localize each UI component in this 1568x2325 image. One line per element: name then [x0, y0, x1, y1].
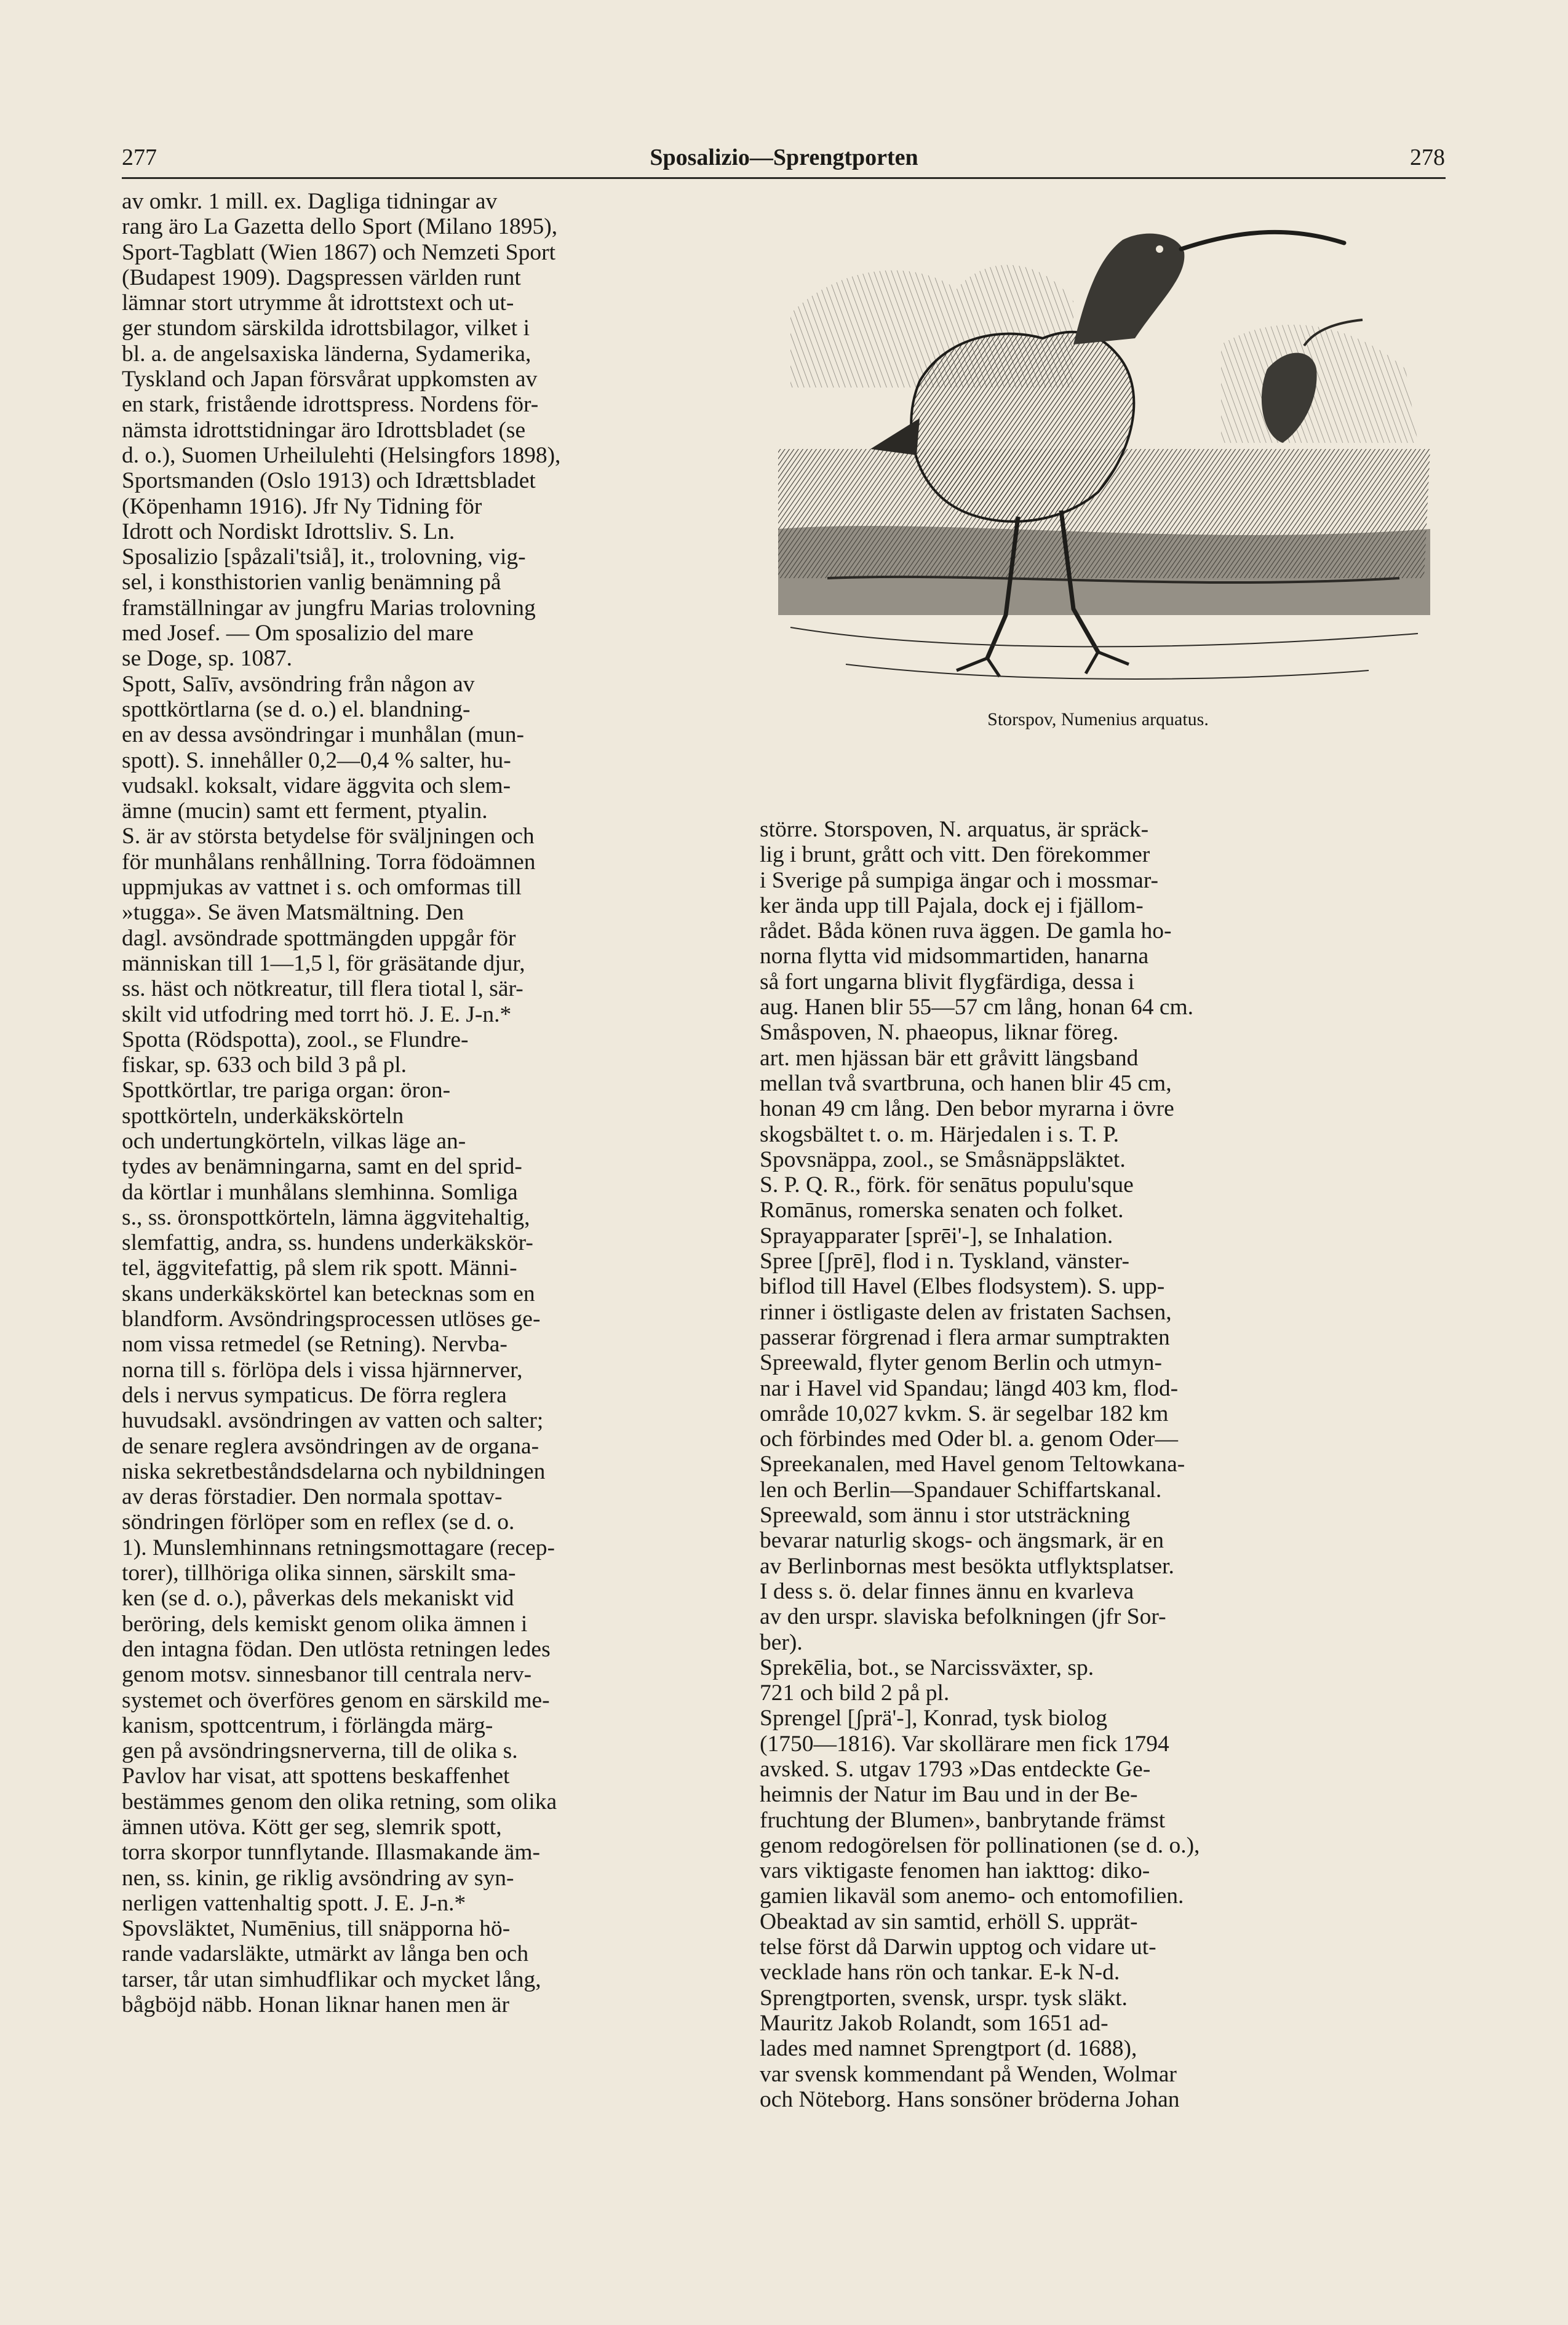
text-line: genom redogörelsen för pollinationen (se d. o.),	[760, 1832, 1200, 1858]
text-line: art. men hjässan bär ett gråvitt längsband	[760, 1045, 1139, 1071]
text-line: och undertungkörteln, vilkas läge an-	[122, 1128, 466, 1154]
text-line: fruchtung der Blumen», banbrytande främst	[760, 1807, 1166, 1833]
text-line: bågböjd näbb. Honan liknar hanen men är	[122, 1992, 510, 2018]
text-line: aug. Hanen blir 55—57 cm lång, honan 64 cm.	[760, 995, 1194, 1020]
text-line: rang äro La Gazetta dello Sport (Milano 1895),	[122, 214, 558, 240]
text-line: Sposalizio [spåzali'tsiå], it., trolovning, vig-	[122, 544, 526, 570]
text-line: Spreewald, som ännu i stor utsträckning	[760, 1503, 1130, 1528]
text-line: skogsbältet t. o. m. Härjedalen i s. T. P.	[760, 1121, 1119, 1147]
text-line: nerligen vattenhaltig spott. J. E. J-n.*	[122, 1890, 466, 1916]
text-line: Pavlov har visat, att spottens beskaffenhet	[122, 1763, 510, 1789]
text-line: uppmjukas av vattnet i s. och omformas till	[122, 875, 522, 900]
text-line: biflod till Havel (Elbes flodsystem). S. upp-	[760, 1274, 1165, 1300]
right-column	[760, 817, 1436, 2112]
text-line: med Josef. — Om sposalizio del mare	[122, 621, 474, 646]
text-line: blandform. Avsöndringsprocessen utlöses ge-	[122, 1306, 541, 1332]
text-line: den intagna födan. Den utlösta retningen ledes	[122, 1636, 551, 1662]
text-line: kanism, spottcentrum, i förlängda märg-	[122, 1712, 493, 1738]
text-line: av omkr. 1 mill. ex. Dagliga tidningar av	[122, 189, 498, 214]
text-line: rinner i östligaste delen av fristaten Sachsen,	[760, 1299, 1172, 1325]
text-line: Spreekanalen, med Havel genom Teltowkana-	[760, 1452, 1185, 1477]
text-line: tarser, tår utan simhudflikar och mycket lång,	[122, 1966, 541, 1992]
text-line: Spovsläktet, Numēnius, till snäpporna hö-	[122, 1916, 511, 1942]
text-line: beröring, dels kemiskt genom olika ämnen i	[122, 1611, 528, 1637]
text-line: Spotta (Rödspotta), zool., se Flundre-	[122, 1027, 469, 1052]
text-line: av den urspr. slaviska befolkningen (jfr Sor-	[760, 1604, 1166, 1630]
text-line: område 10,027 kvkm. S. är segelbar 182 km	[760, 1401, 1169, 1426]
text-line: Sprayapparater [sprēi'-], se Inhalation.	[760, 1223, 1113, 1249]
text-line: mellan två svartbruna, och hanen blir 45 cm,	[760, 1070, 1172, 1096]
text-line: passerar förgrenad i flera armar sumptrakten	[760, 1324, 1170, 1350]
text-line: Tyskland och Japan försvårat uppkomsten av	[122, 367, 538, 392]
text-line: bestämmes genom den olika retning, som olika	[122, 1789, 557, 1814]
text-line: Obeaktad av sin samtid, erhöll S. upprät-	[760, 1909, 1138, 1934]
text-line: da körtlar i munhålans slemhinna. Somliga	[122, 1179, 518, 1205]
text-line: heimnis der Natur im Bau und in der Be-	[760, 1782, 1138, 1808]
text-line: av Berlinbornas mest besökta utflyktsplatser.	[760, 1553, 1174, 1579]
text-line: niska sekretbeståndsdelarna och nybildningen	[122, 1458, 546, 1484]
text-line: rande vadarsläkte, utmärkt av långa ben och	[122, 1941, 529, 1967]
text-line: för munhålans renhållning. Torra födoämnen	[122, 849, 536, 875]
text-line: se Doge, sp. 1087.	[122, 646, 293, 672]
text-line: en stark, fristående idrottspress. Nordens för-	[122, 392, 539, 418]
text-line: söndringen förlöper som en reflex (se d. o.	[122, 1509, 515, 1535]
text-line: Sprengtporten, svensk, urspr. tysk släkt.	[760, 1985, 1128, 2011]
page-number-left: 277	[122, 145, 157, 170]
text-line: Romānus, romerska senaten och folket.	[760, 1198, 1124, 1223]
text-line: lämnar stort utrymme åt idrottstext och ut-	[122, 290, 514, 316]
text-line: norna flytta vid midsommartiden, hanarna	[760, 944, 1149, 969]
text-line: bl. a. de angelsaxiska länderna, Sydamerika,	[122, 341, 531, 367]
text-line: var svensk kommendant på Wenden, Wolmar	[760, 2061, 1177, 2087]
text-line: honan 49 cm lång. Den bebor myrarna i övre	[760, 1096, 1174, 1122]
text-line: spottkörtlarna (se d. o.) el. blandning-	[122, 696, 471, 722]
text-line: sel, i konsthistorien vanlig benämning på	[122, 570, 501, 595]
text-line: nom vissa retmedel (se Retning). Nervba-	[122, 1332, 507, 1357]
running-title: Sposalizio—Sprengtporten	[650, 145, 918, 170]
text-line: ämne (mucin) samt ett ferment, ptyalin.	[122, 798, 488, 824]
text-line: (Budapest 1909). Dagspressen världen runt	[122, 264, 521, 290]
text-line: genom motsv. sinnesbanor till centrala nerv-	[122, 1662, 532, 1688]
figure-caption: Storspov, Numenius arquatus.	[987, 709, 1209, 729]
header-rule	[122, 177, 1446, 179]
text-line: gamien likaväl som anemo- och entomofilien.	[760, 1883, 1184, 1909]
text-line: fiskar, sp. 633 och bild 3 på pl.	[122, 1052, 407, 1078]
text-line: människan till 1—1,5 l, för gräsätande djur,	[122, 950, 525, 976]
text-line: nen, ss. kinin, ge riklig avsöndring av syn-	[122, 1865, 514, 1891]
text-line: och förbindes med Oder bl. a. genom Oder—	[760, 1426, 1179, 1452]
text-line: Sportsmanden (Oslo 1913) och Idrættsbladet	[122, 468, 536, 494]
text-line: så fort ungarna blivit flygfärdiga, dessa i	[760, 969, 1135, 995]
text-line: I dess s. ö. delar finnes ännu en kvarleva	[760, 1578, 1134, 1604]
text-line: rådet. Båda könen ruva äggen. De gamla ho-	[760, 918, 1172, 944]
text-line: huvudsakl. avsöndringen av vatten och salter;	[122, 1408, 544, 1434]
text-line: bevarar naturlig skogs- och ängsmark, är en	[760, 1528, 1164, 1554]
text-line: Spott, Salīv, avsöndring från någon av	[122, 671, 475, 697]
text-line: vecklade hans rön och tankar. E-k N-d.	[760, 1960, 1120, 1985]
text-line: vudsakl. koksalt, vidare äggvita och slem-	[122, 773, 511, 798]
text-line: framställningar av jungfru Marias trolovning	[122, 595, 536, 621]
text-line: Mauritz Jakob Rolandt, som 1651 ad-	[760, 2010, 1108, 2036]
text-line: spott). S. innehåller 0,2—0,4 % salter, hu-	[122, 747, 511, 773]
text-line: Småspoven, N. phaeopus, liknar föreg.	[760, 1020, 1119, 1046]
text-line: Spovsnäppa, zool., se Småsnäppsläktet.	[760, 1147, 1126, 1172]
text-line: ker ända upp till Pajala, dock ej i fjällom-	[760, 892, 1144, 918]
text-line: Sprekēlia, bot., se Narcissväxter, sp.	[760, 1655, 1094, 1680]
text-line: torra skorpor tunnflytande. Illasmakande äm-	[122, 1840, 540, 1866]
text-line: de senare reglera avsöndringen av de organa-	[122, 1433, 539, 1459]
text-line: Spreewald, flyter genom Berlin och utmyn-	[760, 1350, 1162, 1376]
text-line: dagl. avsöndrade spottmängden uppgår för	[122, 925, 516, 951]
text-line: lades med namnet Sprengtport (d. 1688),	[760, 2036, 1137, 2062]
text-line: och Nöteborg. Hans sonsöner bröderna Johan	[760, 2086, 1180, 2112]
text-line: ber).	[760, 1629, 803, 1655]
text-line: tydes av benämningarna, samt en del sprid-	[122, 1154, 522, 1180]
text-line: 721 och bild 2 på pl.	[760, 1680, 950, 1706]
text-line: d. o.), Suomen Urheilulehti (Helsingfors 1898),	[122, 442, 561, 468]
text-line: 1). Munslemhinnans retningsmottagare (recep-	[122, 1535, 555, 1560]
text-line: systemet och överföres genom en särskild me-	[122, 1687, 550, 1713]
text-line: s., ss. öronspottkörteln, lämna äggvitehaltig,	[122, 1204, 530, 1230]
curlew-illustration	[754, 185, 1446, 720]
text-line: Sport-Tagblatt (Wien 1867) och Nemzeti Sport	[122, 239, 556, 265]
text-line: Sprengel [ʃprä'-], Konrad, tysk biolog	[760, 1706, 1107, 1731]
text-line: lig i brunt, grått och vitt. Den förekommer	[760, 842, 1150, 868]
text-line: nämsta idrottstidningar äro Idrottsbladet (se	[122, 417, 526, 443]
text-line: norna till s. förlöpa dels i vissa hjärnnerver,	[122, 1357, 523, 1383]
text-line: skilt vid utfodring med torrt hö. J. E. J-n.*	[122, 1001, 512, 1027]
text-line: S. är av största betydelse för sväljningen och	[122, 824, 535, 849]
text-line: i Sverige på sumpiga ängar och i mossmar-	[760, 867, 1159, 893]
text-line: gen på avsöndringsnerverna, till de olika s.	[122, 1738, 518, 1764]
text-line: en av dessa avsöndringar i munhålan (mun-	[122, 722, 524, 748]
text-line: len och Berlin—Spandauer Schiffartskanal.	[760, 1477, 1162, 1503]
text-line: ämnen utöva. Kött ger seg, slemrik spott,	[122, 1814, 502, 1840]
text-line: nar i Havel vid Spandau; längd 403 km, flod-	[760, 1375, 1179, 1401]
text-line: »tugga». Se även Matsmältning. Den	[122, 900, 464, 926]
text-line: spottkörteln, underkäkskörteln	[122, 1103, 404, 1129]
text-line: telse först då Darwin upptog och vidare ut-	[760, 1934, 1156, 1960]
text-line: skans underkäkskörtel kan betecknas som en	[122, 1281, 535, 1306]
text-line: vars viktigaste fenomen han iakttog: diko-	[760, 1858, 1150, 1884]
page-number-right: 278	[1410, 145, 1445, 170]
text-line: ken (se d. o.), påverkas dels mekaniskt vid	[122, 1586, 514, 1612]
left-column	[122, 189, 737, 2017]
text-line: slemfattig, andra, ss. hundens underkäkskör-	[122, 1230, 533, 1256]
text-line: (Köpenhamn 1916). Jfr Ny Tidning för	[122, 493, 482, 519]
text-line: Spottkörtlar, tre pariga organ: öron-	[122, 1078, 451, 1103]
text-line: Idrott och Nordiskt Idrottsliv. S. Ln.	[122, 519, 455, 544]
text-line: avsked. S. utgav 1793 »Das entdeckte Ge-	[760, 1756, 1151, 1782]
text-line: torer), tillhöriga olika sinnen, särskilt sma-	[122, 1560, 516, 1586]
text-line: ss. häst och nötkreatur, till flera tiotal l, sär-	[122, 976, 523, 1002]
text-line: S. P. Q. R., förk. för senātus populu'sque	[760, 1172, 1134, 1198]
curlew-engraving	[754, 185, 1446, 720]
text-line: tel, äggvitefattig, på slem rik spott. Männi-	[122, 1255, 517, 1281]
text-line: (1750—1816). Var skollärare men fick 1794	[760, 1731, 1169, 1757]
text-line: dels i nervus sympaticus. De förra reglera	[122, 1382, 507, 1408]
text-line: större. Storspoven, N. arquatus, är spräck-	[760, 817, 1149, 842]
text-line: av deras förstadier. Den normala spottav-	[122, 1484, 503, 1510]
text-line: Spree [ʃprē], flod i n. Tyskland, vänster-	[760, 1249, 1129, 1274]
text-line: ger stundom särskilda idrottsbilagor, vilket i	[122, 316, 530, 341]
